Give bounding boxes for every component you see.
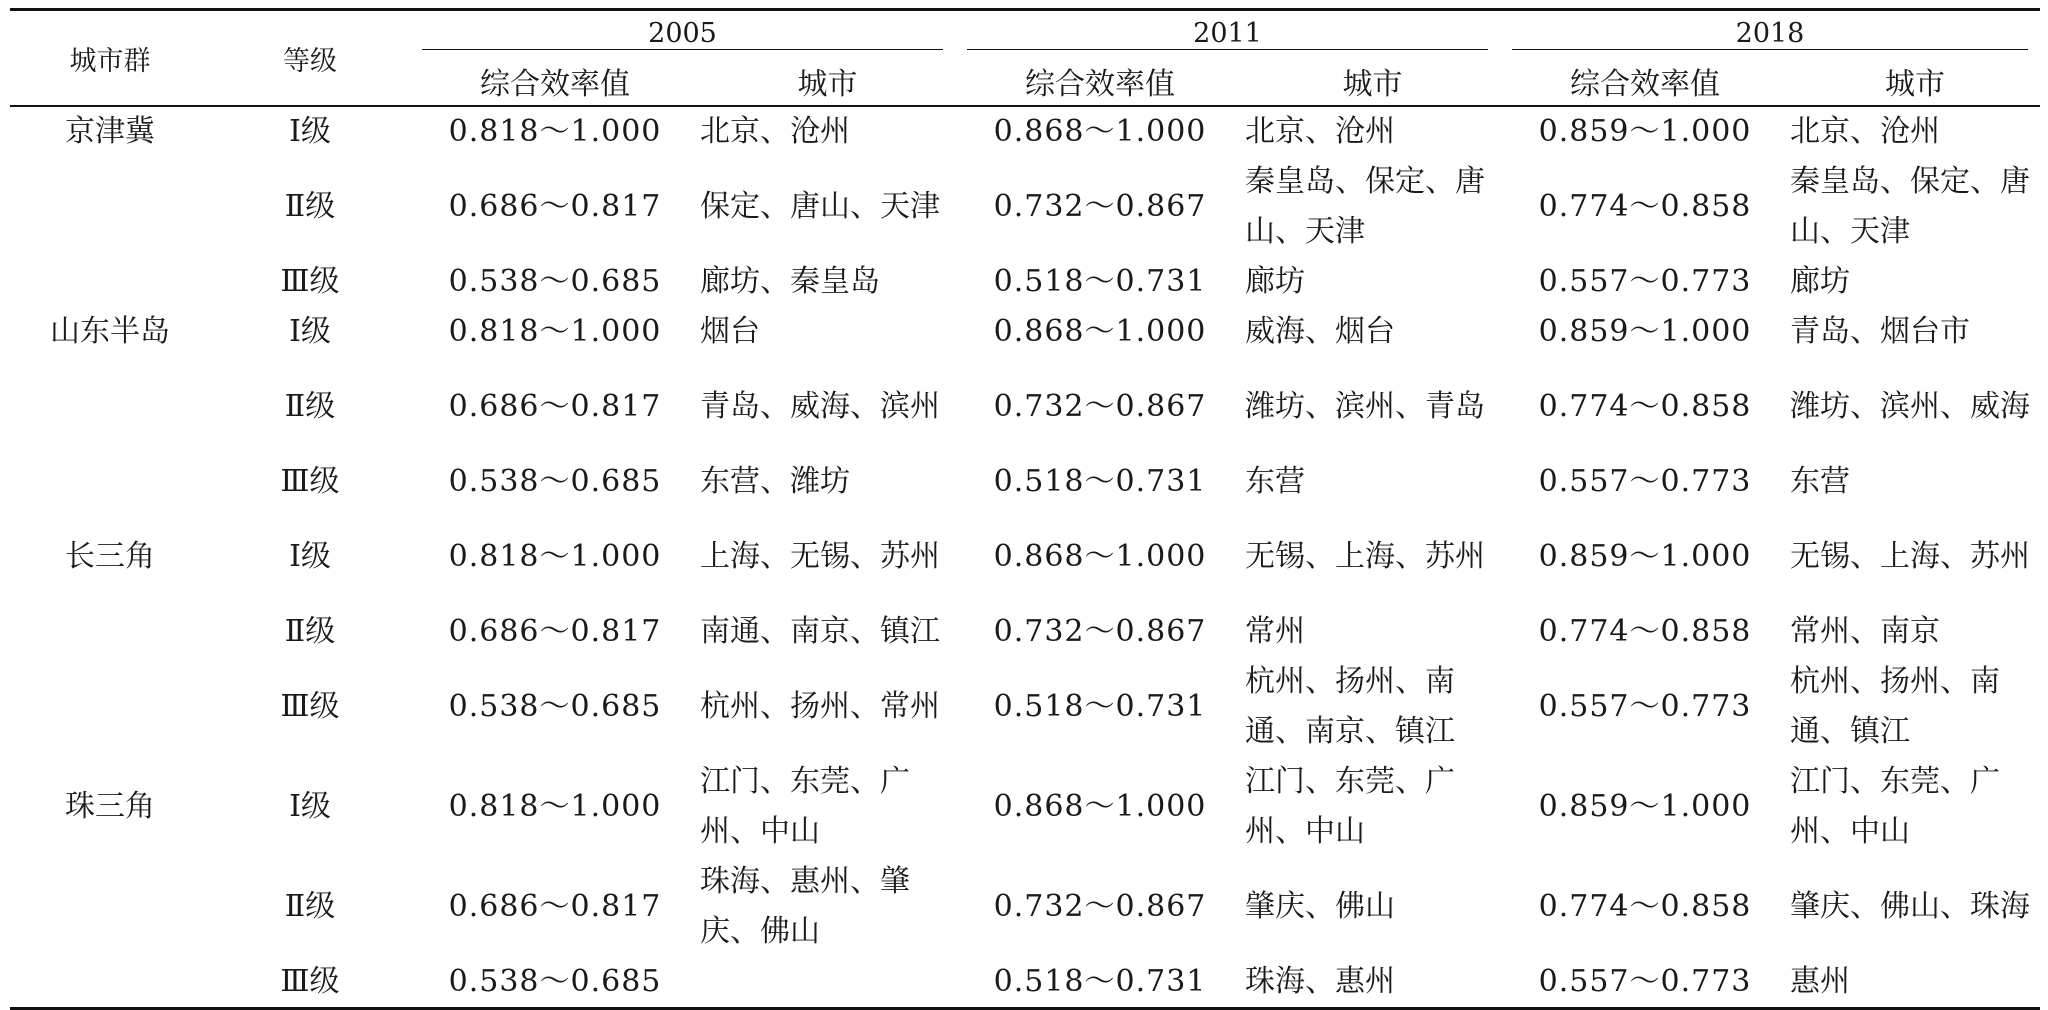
table-row (10, 757, 2040, 857)
value-2011-cell: 0.868～1.000 (993, 539, 1207, 574)
city-group-cell (10, 357, 210, 457)
value-2018-cell: 0.859～1.000 (1538, 114, 1752, 149)
table-row (10, 357, 2040, 457)
city-group-cell (10, 857, 210, 957)
value-2018-cell: 0.557～0.773 (1538, 264, 1752, 299)
cities-2011-cell: 廊坊 (1245, 264, 1305, 299)
cities-2018-cell: 廊坊 (1790, 264, 1850, 299)
value-2005-cell: 0.818～1.000 (448, 789, 662, 824)
cities-2005-cell: 青岛、威海、滨州 (700, 389, 940, 424)
value-2011-cell: 0.732～0.867 (993, 614, 1207, 649)
header-year-2018: 2018 (1500, 10, 2040, 58)
cities-2005-cell: 烟台 (700, 314, 760, 349)
table-row (10, 307, 2040, 357)
cities-2018-cell: 肇庆、佛山、珠海 (1790, 889, 2030, 924)
value-2011-cell: 0.732～0.867 (993, 889, 1207, 924)
level-cell: Ⅲ级 (210, 957, 410, 1009)
value-2005-cell: 0.538～0.685 (410, 957, 700, 1009)
value-2005-cell: 0.538～0.685 (448, 689, 662, 724)
value-2005-cell: 0.818～1.000 (448, 539, 662, 574)
value-2011-cell: 0.732～0.867 (993, 189, 1207, 224)
cities-2018-cell: 秦皇岛、保定、唐山、天津 (1790, 164, 2030, 249)
value-2018-cell: 0.859～1.000 (1538, 789, 1752, 824)
value-2011-cell: 0.868～1.000 (993, 114, 1207, 149)
cities-2011-cell: 北京、沧州 (1245, 114, 1395, 149)
value-2005-cell: 0.818～1.000 (448, 114, 662, 149)
header-value: 综合效率值 (955, 57, 1245, 106)
table-body (10, 106, 2040, 1009)
level-cell: Ⅱ级 (284, 614, 336, 649)
value-2011-cell: 0.518～0.731 (993, 264, 1207, 299)
table-row (10, 106, 2040, 157)
cities-2011-cell: 东营 (1245, 464, 1305, 499)
value-2005-cell: 0.686～0.817 (448, 889, 662, 924)
value-2018-cell: 0.774～0.858 (1538, 189, 1752, 224)
value-2018-cell: 0.557～0.773 (1538, 689, 1752, 724)
value-2005-cell: 0.538～0.685 (448, 464, 662, 499)
cities-2018-cell: 潍坊、滨州、威海 (1790, 389, 2030, 424)
value-2018-cell: 0.774～0.858 (1538, 614, 1752, 649)
cities-2018-cell: 常州、南京 (1790, 614, 1940, 649)
value-2005-cell: 0.818～1.000 (448, 314, 662, 349)
cities-2011-cell: 杭州、扬州、南通、南京、镇江 (1245, 664, 1455, 749)
level-cell: Ⅱ级 (284, 389, 336, 424)
level-cell: Ⅰ级 (289, 114, 331, 149)
value-2011-cell: 0.868～1.000 (993, 314, 1207, 349)
header-row-years (10, 10, 2040, 58)
header-city: 城市 (700, 57, 955, 106)
table-row (10, 257, 2040, 307)
value-2018-cell: 0.859～1.000 (1538, 314, 1752, 349)
level-cell: Ⅲ级 (280, 264, 340, 299)
level-cell: Ⅲ级 (280, 464, 340, 499)
table-row (10, 157, 2040, 257)
cities-2011-cell: 肇庆、佛山 (1245, 889, 1395, 924)
header-year-2011: 2011 (955, 10, 1500, 58)
cities-2018-cell: 青岛、烟台市 (1790, 314, 1970, 349)
cities-2005-cell (700, 957, 955, 1009)
value-2005-cell: 0.686～0.817 (448, 189, 662, 224)
city-group-cell: 珠三角 (65, 789, 155, 824)
city-group-cell (10, 257, 210, 307)
table-row (10, 507, 2040, 607)
cities-2005-cell: 南通、南京、镇江 (700, 614, 940, 649)
value-2005-cell: 0.686～0.817 (448, 389, 662, 424)
value-2005-cell: 0.686～0.817 (448, 614, 662, 649)
cities-2005-cell: 保定、唐山、天津 (700, 189, 940, 224)
value-2011-cell: 0.868～1.000 (993, 789, 1207, 824)
value-2011-cell: 0.518～0.731 (955, 957, 1245, 1009)
city-group-cell (10, 957, 210, 1009)
cities-2011-cell: 常州 (1245, 614, 1305, 649)
table-row (10, 607, 2040, 657)
city-group-cell (10, 457, 210, 507)
city-group-cell (10, 657, 210, 757)
level-cell: Ⅱ级 (284, 889, 336, 924)
header-city: 城市 (1245, 57, 1500, 106)
efficiency-table (10, 8, 2040, 1010)
level-cell: Ⅱ级 (284, 189, 336, 224)
city-group-cell: 长三角 (65, 539, 155, 574)
value-2011-cell: 0.732～0.867 (993, 389, 1207, 424)
cities-2005-cell: 东营、潍坊 (700, 464, 850, 499)
table-row (10, 457, 2040, 507)
header-city: 城市 (1790, 57, 2040, 106)
header-value: 综合效率值 (410, 57, 700, 106)
table-row (10, 957, 2040, 1009)
value-2018-cell: 0.774～0.858 (1538, 389, 1752, 424)
table-row (10, 657, 2040, 757)
cities-2018-cell: 江门、东莞、广州、中山 (1790, 764, 2000, 849)
cities-2005-cell: 廊坊、秦皇岛 (700, 264, 880, 299)
cities-2011-cell: 威海、烟台 (1245, 314, 1395, 349)
value-2018-cell: 0.557～0.773 (1538, 464, 1752, 499)
cities-2005-cell: 江门、东莞、广州、中山 (700, 764, 910, 849)
city-group-cell: 山东半岛 (50, 314, 170, 349)
cities-2018-cell: 惠州 (1790, 957, 2040, 1009)
value-2005-cell: 0.538～0.685 (448, 264, 662, 299)
level-cell: Ⅲ级 (280, 689, 340, 724)
cities-2011-cell: 潍坊、滨州、青岛 (1245, 389, 1485, 424)
value-2018-cell: 0.557～0.773 (1500, 957, 1790, 1009)
level-cell: Ⅰ级 (289, 314, 331, 349)
level-cell: Ⅰ级 (289, 539, 331, 574)
value-2018-cell: 0.774～0.858 (1538, 889, 1752, 924)
value-2011-cell: 0.518～0.731 (993, 689, 1207, 724)
cities-2011-cell: 无锡、上海、苏州 (1245, 539, 1485, 574)
header-year-2005: 2005 (410, 10, 955, 58)
cities-2018-cell: 东营 (1790, 464, 1850, 499)
cities-2011-cell: 秦皇岛、保定、唐山、天津 (1245, 164, 1485, 249)
cities-2011-cell: 江门、东莞、广州、中山 (1245, 764, 1455, 849)
level-cell: Ⅰ级 (289, 789, 331, 824)
city-group-cell: 京津冀 (65, 114, 155, 149)
cities-2018-cell: 杭州、扬州、南通、镇江 (1790, 664, 2000, 749)
cities-2005-cell: 北京、沧州 (700, 114, 850, 149)
header-level: 等级 (210, 10, 410, 107)
city-group-cell (10, 607, 210, 657)
cities-2018-cell: 无锡、上海、苏州 (1790, 539, 2030, 574)
city-group-cell (10, 157, 210, 257)
value-2018-cell: 0.859～1.000 (1538, 539, 1752, 574)
header-value: 综合效率值 (1500, 57, 1790, 106)
header-group: 城市群 (10, 10, 210, 107)
cities-2005-cell: 杭州、扬州、常州 (700, 689, 940, 724)
cities-2011-cell: 珠海、惠州 (1245, 957, 1500, 1009)
cities-2005-cell: 上海、无锡、苏州 (700, 539, 940, 574)
value-2011-cell: 0.518～0.731 (993, 464, 1207, 499)
table-row (10, 857, 2040, 957)
cities-2005-cell: 珠海、惠州、肇庆、佛山 (700, 864, 910, 949)
cities-2018-cell: 北京、沧州 (1790, 114, 1940, 149)
